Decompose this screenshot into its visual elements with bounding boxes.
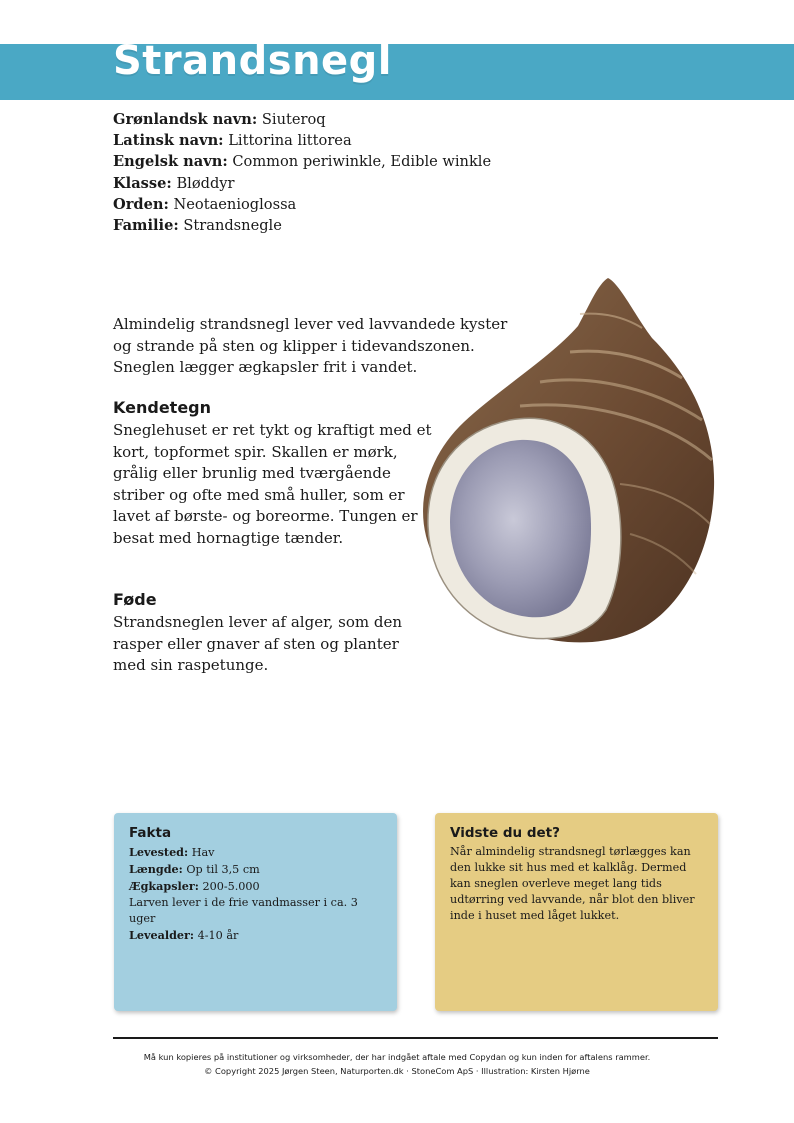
name-label: Engelsk navn:: [113, 153, 228, 171]
name-label: Orden:: [113, 195, 169, 213]
fakta-box: [114, 813, 397, 1011]
name-value: Littorina littorea: [228, 132, 352, 150]
name-value: Siuteroq: [261, 111, 326, 128]
fakta-heading: Fakta: [129, 825, 172, 841]
name-value: Bløddyr: [176, 174, 235, 192]
fakta-item-value: 4-10 år: [197, 929, 239, 942]
periwinkle-shell-illustration: [420, 274, 720, 648]
footer-copy-notice: Må kun kopieres på institutioner og virksomheder, der har indgået aftale med Copydan og kun inden for aftalens rammer.: [143, 1052, 651, 1062]
name-row-family: [113, 215, 533, 236]
fakta-item-label: Ægkapsler:: [129, 879, 199, 893]
fakta-item-value: Op til 3,5 cm: [186, 863, 260, 876]
kendetegn-paragraph: Sneglehuset er ret tykt og kraftigt med et kort, topformet spir. Skallen er mørk, grålig eller brunlig med tværgående striber og ofte med små huller, som er lavet af børste- og boreorme. Tungen er besat med hornagtige tænder.: [113, 421, 432, 547]
vidste-box: [435, 813, 718, 1011]
fakta-item-label: Længde:: [129, 862, 183, 876]
name-value: Common periwinkle, Edible winkle: [232, 153, 492, 171]
footer-copyright: © Copyright 2025 Jørgen Steen, Naturporten.dk · StoneCom ApS · Illustration: Kirsten Hjørne: [204, 1066, 590, 1076]
name-label: Grønlandsk navn:: [113, 111, 258, 128]
fakta-item-label: Levealder:: [129, 928, 195, 942]
names-list: [113, 109, 533, 236]
vidste-heading: Vidste du det?: [450, 825, 560, 841]
footer-divider: [113, 1037, 718, 1039]
name-label: Klasse:: [113, 174, 172, 192]
name-label: Familie:: [113, 217, 179, 235]
name-row-latin: [113, 130, 533, 151]
name-row-class: [113, 173, 533, 194]
fakta-item: [129, 844, 382, 861]
name-row-english: [113, 151, 533, 172]
vidste-paragraph: Når almindelig strandsnegl tørlægges kan den lukke sit hus med et kalklåg. Dermed kan sneglen overleve meget lang tids udtørring ved lavvande, når blot den bliver inde i huset med låget lukket.: [450, 845, 695, 922]
fode-paragraph: Strandsneglen lever af alger, som den rasper eller gnaver af sten og planter med sin raspetunge.: [113, 613, 402, 674]
fakta-item: [129, 861, 382, 878]
fakta-item: [129, 878, 382, 895]
fode-heading: Føde: [113, 590, 157, 609]
name-value: Strandsnegle: [183, 217, 282, 235]
intro-paragraph: Almindelig strandsnegl lever ved lavvandede kyster og strande på sten og klipper i tidevandszonen. Sneglen lægger ægkapsler frit i vandet.: [113, 315, 508, 376]
fakta-item-label: Levested:: [129, 845, 189, 859]
fakta-item-value: 200-5.000: [202, 880, 260, 893]
page-title: Strandsnegl: [113, 38, 393, 84]
name-label: Latinsk navn:: [113, 132, 224, 150]
name-value: Neotaenioglossa: [173, 195, 297, 213]
fakta-item-value: Hav: [191, 846, 215, 859]
fakta-item-value: Larven lever i de frie vandmasser i ca. 3 uger: [129, 896, 358, 925]
kendetegn-heading: Kendetegn: [113, 398, 212, 417]
name-row-order: [113, 194, 533, 215]
fakta-item: [129, 927, 382, 944]
fakta-item: [129, 895, 382, 927]
name-row-greenlandic: [113, 109, 533, 130]
